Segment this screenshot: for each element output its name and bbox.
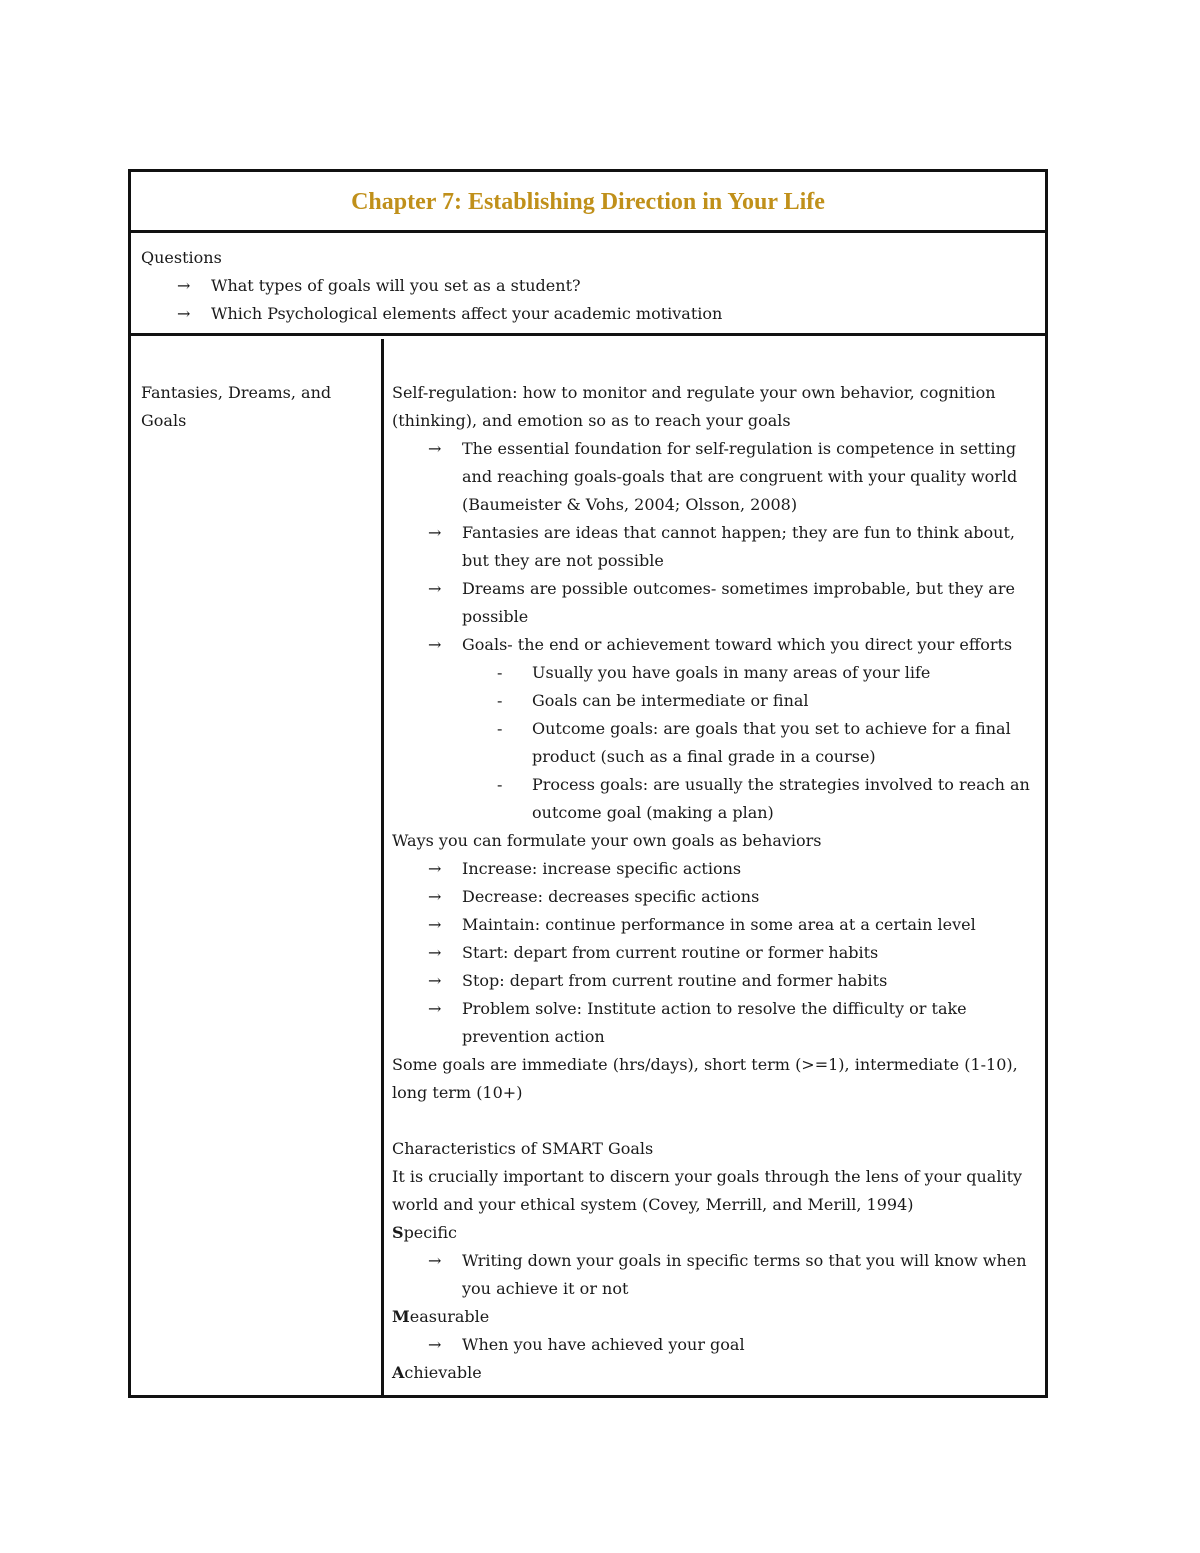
arrow-icon: →	[428, 971, 442, 990]
arrow-icon: →	[428, 523, 442, 542]
smart-intro: It is crucially important to discern your goals through the lens of your quality world and your ethical system (Covey, Merrill, and Merill, 1994)	[392, 1167, 1023, 1214]
sub-bullet-text: Outcome goals: are goals that you set to achieve for a final product (such as a final grade in a course)	[532, 719, 1011, 766]
ways-heading: Ways you can formulate your own goals as behaviors	[392, 831, 822, 850]
bullet-item	[392, 575, 1031, 631]
bullet-item	[392, 519, 1031, 575]
arrow-icon: →	[428, 439, 442, 458]
notes-cell	[392, 379, 1031, 1387]
bullet-text: Fantasies are ideas that cannot happen; they are fun to think about, but they are not possible	[462, 523, 1015, 570]
bullet-item	[392, 1331, 1031, 1359]
sub-bullet-text: Goals can be intermediate or final	[532, 691, 809, 710]
arrow-icon: →	[428, 635, 442, 654]
bullet-text: Goals- the end or achievement toward which you direct your efforts	[462, 635, 1013, 654]
bullet-text: Stop: depart from current routine and former habits	[462, 971, 888, 990]
dash-icon: -	[497, 719, 503, 738]
bullet-text: Maintain: continue performance in some area at a certain level	[462, 915, 976, 934]
topic-cell	[141, 379, 371, 435]
specific-rest: pecific	[403, 1223, 457, 1242]
dash-icon: -	[497, 691, 503, 710]
sub-bullet-text: Usually you have goals in many areas of your life	[532, 663, 931, 682]
arrow-icon: →	[428, 859, 442, 878]
arrow-icon: →	[177, 304, 191, 323]
column-divider	[381, 339, 384, 1395]
achievable-label	[392, 1359, 1031, 1387]
sub-bullet-item	[392, 771, 1031, 827]
smart-heading: Characteristics of SMART Goals	[392, 1139, 654, 1158]
spacer	[392, 1107, 1031, 1135]
dash-icon: -	[497, 775, 503, 794]
goal-terms-text: Some goals are immediate (hrs/days), short term (>=1), intermediate (1-10), long term (10+)	[392, 1055, 1018, 1102]
bullet-item	[392, 967, 1031, 995]
bullet-text: The essential foundation for self-regulation is competence in setting and reaching goals-goals that are congruent with your quality world (Baumeister & Vohs, 2004; Olsson, 2008)	[462, 439, 1018, 514]
bullet-text: Dreams are possible outcomes- sometimes improbable, but they are possible	[462, 579, 1015, 626]
question-text: What types of goals will you set as a student?	[211, 276, 581, 295]
bullet-item	[392, 631, 1031, 659]
bullet-text: Decrease: decreases specific actions	[462, 887, 760, 906]
dash-icon: -	[497, 663, 503, 682]
bullet-item	[392, 995, 1031, 1051]
title-row	[131, 172, 1045, 233]
bullet-text: Problem solve: Institute action to resolve the difficulty or take prevention action	[462, 999, 967, 1046]
bullet-text: When you have achieved your goal	[462, 1335, 745, 1354]
arrow-icon: →	[428, 915, 442, 934]
page-title: Chapter 7: Establishing Direction in Your Life	[351, 188, 825, 215]
measurable-initial: M	[392, 1307, 410, 1326]
sub-bullet-item	[392, 659, 1031, 687]
bullet-text: Increase: increase specific actions	[462, 859, 742, 878]
question-item	[141, 272, 1035, 300]
self-regulation-text: Self-regulation: how to monitor and regulate your own behavior, cognition (thinking), and emotion so as to reach your goals	[392, 383, 996, 430]
question-item	[141, 300, 1035, 328]
arrow-icon: →	[428, 579, 442, 598]
arrow-icon: →	[428, 943, 442, 962]
bullet-item	[392, 1247, 1031, 1303]
achievable-rest: chievable	[404, 1363, 482, 1382]
specific-label	[392, 1219, 1031, 1247]
questions-section	[131, 230, 1045, 336]
measurable-label	[392, 1303, 1031, 1331]
bullet-text: Writing down your goals in specific terms so that you will know when you achieve it or not	[462, 1251, 1027, 1298]
question-text: Which Psychological elements affect your academic motivation	[211, 304, 723, 323]
notes-row	[131, 339, 1045, 1395]
bullet-item	[392, 435, 1031, 519]
questions-heading: Questions	[141, 248, 222, 267]
bullet-item	[392, 939, 1031, 967]
arrow-icon: →	[177, 276, 191, 295]
sub-bullet-item	[392, 715, 1031, 771]
specific-initial: S	[392, 1223, 404, 1242]
arrow-icon: →	[428, 999, 442, 1018]
measurable-rest: easurable	[409, 1307, 490, 1326]
arrow-icon: →	[428, 887, 442, 906]
notes-table	[128, 169, 1048, 1398]
bullet-item	[392, 855, 1031, 883]
topic-label: Fantasies, Dreams, and Goals	[141, 383, 332, 430]
bullet-item	[392, 911, 1031, 939]
bullet-item	[392, 883, 1031, 911]
sub-bullet-item	[392, 687, 1031, 715]
sub-bullet-text: Process goals: are usually the strategies involved to reach an outcome goal (making a plan)	[532, 775, 1030, 822]
achievable-initial: A	[392, 1363, 405, 1382]
arrow-icon: →	[428, 1251, 442, 1270]
bullet-text: Start: depart from current routine or former habits	[462, 943, 879, 962]
arrow-icon: →	[428, 1335, 442, 1354]
